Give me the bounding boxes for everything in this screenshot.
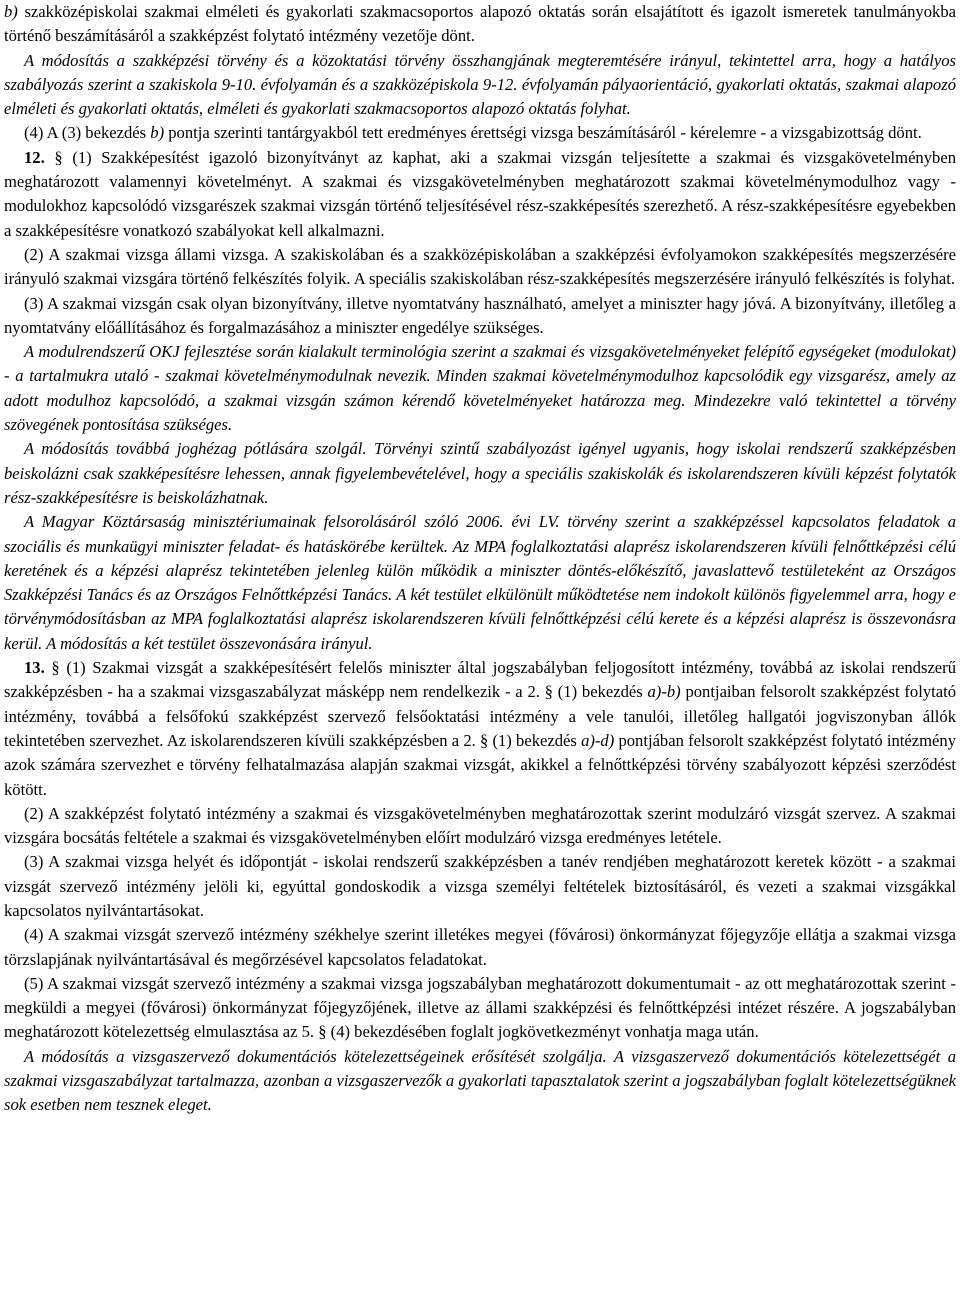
section-number: 12. [24,147,45,167]
paragraph-text: § (1) Szakképesítést igazoló bizonyítványt az kaphat, aki a szakmai vizsgán teljesítette a szakmai és vizsgakövetelményben meghatározott valamennyi követelményt. A szakmai és vizsgakövetelményben meghatározott szakmai követelménymodulhoz vagy -modulokhoz kapcsolódó vizsgarészek szakmai vizsgán történő teljesítésével rész-szakképesítés szerezhető. A rész-szakképesítésre egyebekben a szakképesítésre vonatkozó szabályokat kell alkalmazni. [4,147,956,240]
law-paragraph [4,972,956,1045]
paragraph-text: pontjaiban felsorolt szakképzést folytató intézmény, továbbá a felsőfokú szakképzést szervező felsőoktatási intézmény a vele tanulói, illetőleg hallgatói jogviszonyban állók tekintetében szervezhet. Az iskolarendszeren kívüli szakképzésben a 2. § (1) bekezdés [4,682,957,750]
law-paragraph [4,121,956,145]
law-paragraph [4,923,956,972]
paragraph-text: (2) A szakmai vizsga állami vizsga. A szakiskolában és a szakközépiskolában a szakképzési évfolyamokon szakképesítés megszerzésére irányuló szakmai vizsgára történő felkészítés folyik. A speciális szakiskolában rész-szakképesítés megszerzésére irányuló felkészítés is folyhat. [4,244,956,289]
paragraph-text: (4) A szakmai vizsgát szervező intézmény székhelye szerint illetékes megyei (fővárosi) önkormányzat főjegyzője ellátja a szakmai vizsga törzslapjának nyilvántartásával és megőrzésével kapcsolatos feladatokat. [4,925,956,969]
paragraph-text: (2) A szakképzést folytató intézmény a szakmai és vizsgakövetelményben meghatározottak szerint modulzáró vizsgát szervez. A szakmai vizsgára bocsátás feltétele a szakmai és vizsgakövetelményben előírt modulzáró vizsga eredményes letétele. [4,803,956,848]
law-paragraph [4,292,956,341]
paragraph-text: a)-b) [647,682,681,702]
paragraph-text: (3) A szakmai vizsga helyét és időpontját - iskolai rendszerű szakképzésben a tanév rendjében meghatározott keretek között - a szakmai vizsgát szervező intézmény jelöli ki, egyúttal gondoskodik a vizsga személyi feltételek biztosításáról, és vezeti a szakmai vizsgákkal kapcsolatos nyilvántartásokat. [4,852,956,920]
law-paragraph [4,243,956,292]
paragraph-text: § (1) Szakmai vizsgát a szakképesítésért felelős miniszter által jogszabályban feljogosított intézmény, továbbá az iskolai rendszerű szakképzésben - ha a szakmai vizsgaszabályzat másképp nem rendelkezik - a 2. § (1) bekezdés [4,658,956,702]
paragraph-text: b) [4,2,18,21]
commentary-paragraph [4,437,956,510]
paragraph-text: pontja szerinti tantárgyakból tett eredményes érettségi vizsga beszámításáról - kérelemre - a vizsgabizottság dönt. [164,123,922,143]
law-paragraph [4,0,956,49]
law-paragraph [4,146,956,243]
paragraph-text: szakközépiskolai szakmai elméleti és gyakorlati szakmacsoportos alapozó oktatás során elsajátított és igazolt ismeretek tanulmányokba történő beszámításáról a szakképzést folytató intézmény vezetője dönt. [4,2,956,46]
paragraph-text: A Magyar Köztársaság minisztériumainak felsorolásáról szóló 2006. évi LV. törvény szerint a szakképzéssel kapcsolatos feladatok a szociális és munkaügyi miniszter feladat- és hatáskörébe kerültek. Az MPA foglalkoztatási alaprész iskolarendszeren kívüli felnőttképzési célú keretének és a képzési alaprész tekintetében jelenleg külön működik a miniszter döntés-előkészítő, javaslattevő testületeként az Országos Szakképzési Tanács és az Országos Felnőttképzési Tanács. A két testület elkülönült működtetése nem indokolt különös figyelemmel arra, hogy e törvénymódosításban az MPA foglalkoztatási alaprész iskolarendszeren kívüli felnőttképzési célú kerete és a képzési alaprész is összevonásra kerül. A módosítás a két testület összevonására irányul. [4,512,956,653]
paragraph-text: A módosítás a vizsgaszervező dokumentációs kötelezettségeinek erősítését szolgálja. A vizsgaszervező dokumentációs kötelezettségét a szakmai vizsgaszabályzat tartalmazza, azonban a vizsgaszervezők a gyakorlati tapasztalatok szerint a jogszabályban foglalt kötelezettségüknek sok esetben nem tesznek eleget. [4,1046,956,1115]
paragraph-text: pontjában felsorolt szakképzést folytató intézmény azok számára szervezhet e törvény felhatalmazása alapján szakmai vizsgát, akikkel a felnőttképzési törvény szabályozott képzési szerződést kötött. [4,730,957,799]
paragraph-text: A módosítás a szakképzési törvény és a közoktatási törvény összhangjának megteremtésére irányul, tekintettel arra, hogy a hatályos szabályozás szerint a szakiskola 9-10. évfolyamán és a szakközépiskola 9-12. évfolyamán pályaorientáció, gyakorlati oktatás, szakmai alapozó elméleti és gyakorlati oktatás, elméleti és gyakorlati szakmacsoportos alapozó oktatás folyhat. [4,50,956,119]
law-paragraph [4,656,956,802]
paragraph-text: b) [150,123,165,143]
paragraph-text: (4) A (3) bekezdés [24,123,151,143]
paragraph-text: A modulrendszerű OKJ fejlesztése során kialakult terminológia szerint a szakmai és vizsgakövetelményeket felépítő egységeket (modulokat) - a tartalmukra utaló - szakmai követelménymodulnak nevezik. Minden szakmai követelménymodulhoz kapcsolódik egy vizsgarész, amely az adott modulhoz kapcsolódó, a szakmai vizsgán számon kérendő követelményeket határozza meg. Mindezekre való tekintettel a törvény szövegének pontosítása szükséges. [4,342,956,435]
paragraph-text: (3) A szakmai vizsgán csak olyan bizonyítvány, illetve nyomtatvány használható, amelyet a miniszter hagy jóvá. A bizonyítvány, illetőleg a nyomtatvány előállításához és forgalmazásához a miniszter engedélye szükséges. [4,293,956,337]
commentary-paragraph [4,340,956,437]
section-number: 13. [24,658,45,678]
commentary-paragraph [4,49,956,122]
paragraph-text: a)-d) [581,730,615,750]
law-paragraph [4,850,956,923]
commentary-paragraph [4,1045,956,1118]
law-paragraph [4,802,956,851]
paragraph-text: (5) A szakmai vizsgát szervező intézmény a szakmai vizsga jogszabályban meghatározott dokumentumait - az ott meghatározottak szerint - megküldi a megyei (fővárosi) önkormányzat főjegyzőjének, illetve az állami szakképzési és felnőttképzési intézet részére. A jogszabályban meghatározott kötelezettség elmulasztása az 5. § (4) bekezdésében foglalt jogkövetkezményt vonhatja maga után. [4,973,956,1042]
paragraph-text: A módosítás továbbá joghézag pótlására szolgál. Törvényi szintű szabályozást igényel ugyanis, hogy iskolai rendszerű szakképzésben beiskolázni csak szakképesítésre lehessen, annak figyelembevételével, hogy a speciális szakiskolák és iskolarendszeren kívüli képzést folytatók rész-szakképesítésre is beiskolázhatnak. [4,439,956,507]
commentary-paragraph [4,510,956,656]
